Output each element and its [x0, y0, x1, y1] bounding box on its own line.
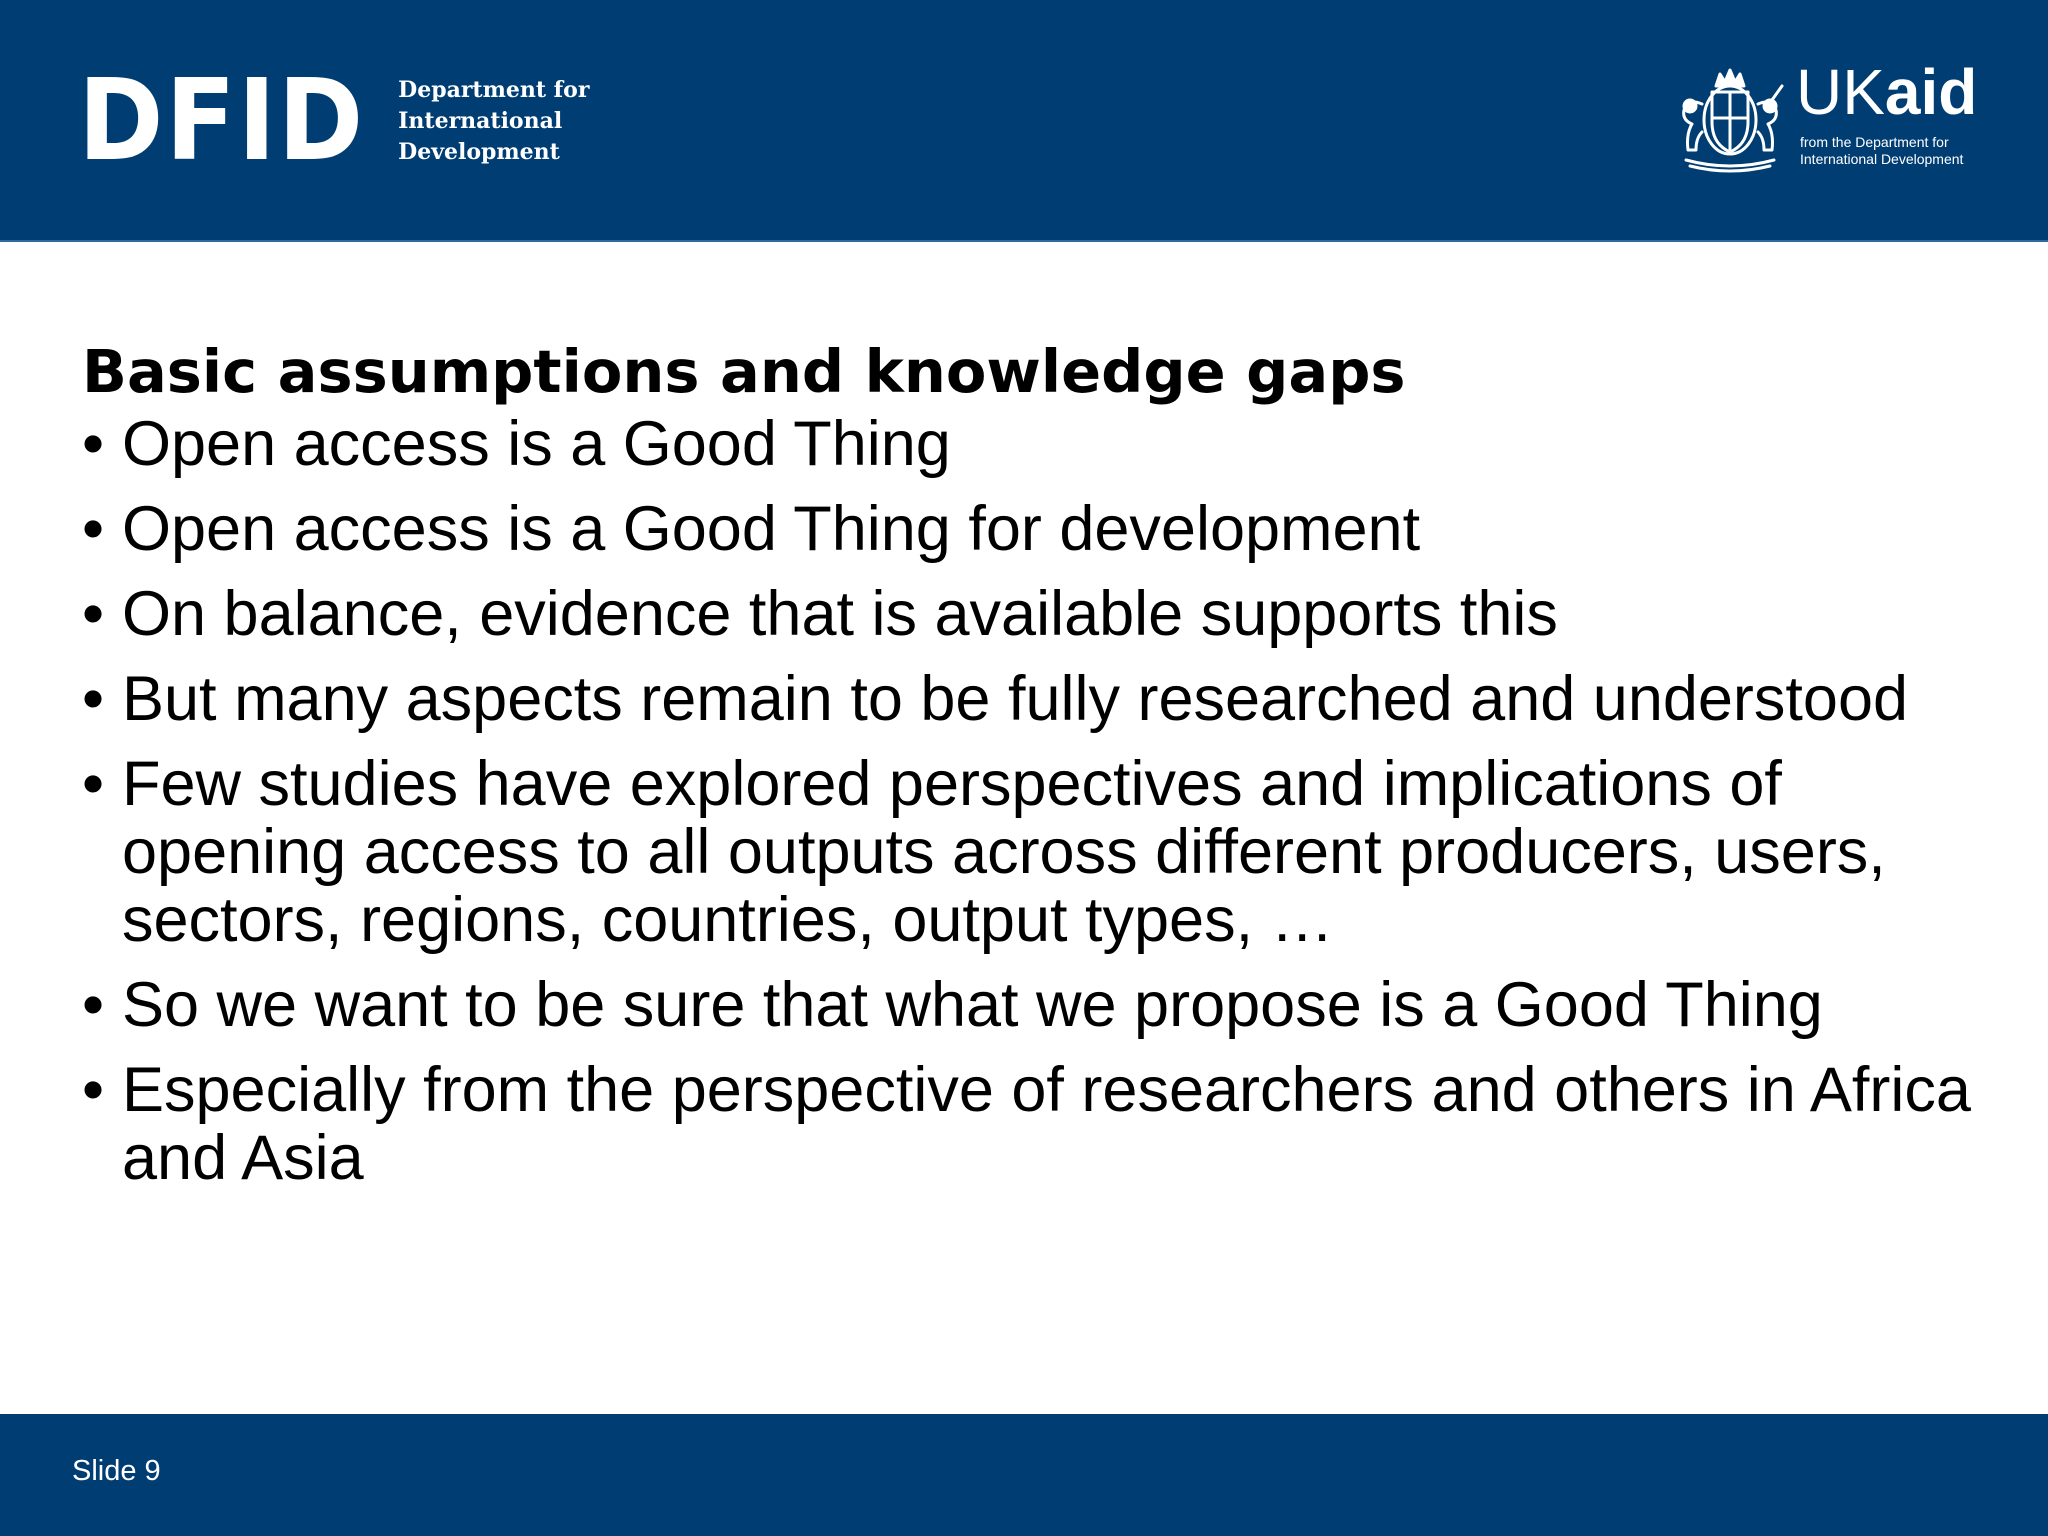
bullet-item: • Few studies have explored perspectives and implications of opening access to all outputs across different producers, users, sectors, regions, countries, output types, … [82, 750, 1982, 954]
bullet-item: • But many aspects remain to be fully researched and understood [82, 665, 1982, 733]
slide-number: Slide 9 [72, 1455, 161, 1487]
ukaid-wordmark [1796, 56, 1978, 128]
ukaid-aid-text: aid [1884, 56, 1978, 128]
bullet-item: • On balance, evidence that is available supports this [82, 580, 1982, 648]
ukaid-logo-subtitle [1800, 134, 1963, 168]
slide-title: Basic assumptions and knowledge gaps [82, 337, 1406, 406]
royal-coat-of-arms-icon [1672, 64, 1788, 174]
ukaid-logo [1672, 56, 1978, 174]
ukaid-logo-line: International Development [1800, 151, 1964, 167]
ukaid-logo-line: from the Department for [1800, 134, 1949, 150]
dfid-logo-line: Department for [398, 76, 590, 103]
slide-content [82, 336, 1982, 1209]
bullet-item: • Open access is a Good Thing [82, 410, 1982, 478]
dfid-logo-line: Development [398, 138, 560, 165]
dfid-wordmark: DFID [78, 56, 366, 186]
dfid-logo-line: International [398, 107, 563, 134]
bullet-item: • So we want to be sure that what we propose is a Good Thing [82, 971, 1982, 1039]
dfid-logo [78, 56, 590, 186]
bullet-list [82, 410, 1982, 1192]
bullet-item: • Especially from the perspective of researchers and others in Africa and Asia [82, 1056, 1982, 1192]
header-divider [0, 240, 2048, 242]
ukaid-uk-text: UK [1796, 56, 1885, 128]
dfid-logo-subtitle [398, 75, 589, 168]
footer-bar [0, 1414, 2048, 1536]
bullet-item: • Open access is a Good Thing for development [82, 495, 1982, 563]
